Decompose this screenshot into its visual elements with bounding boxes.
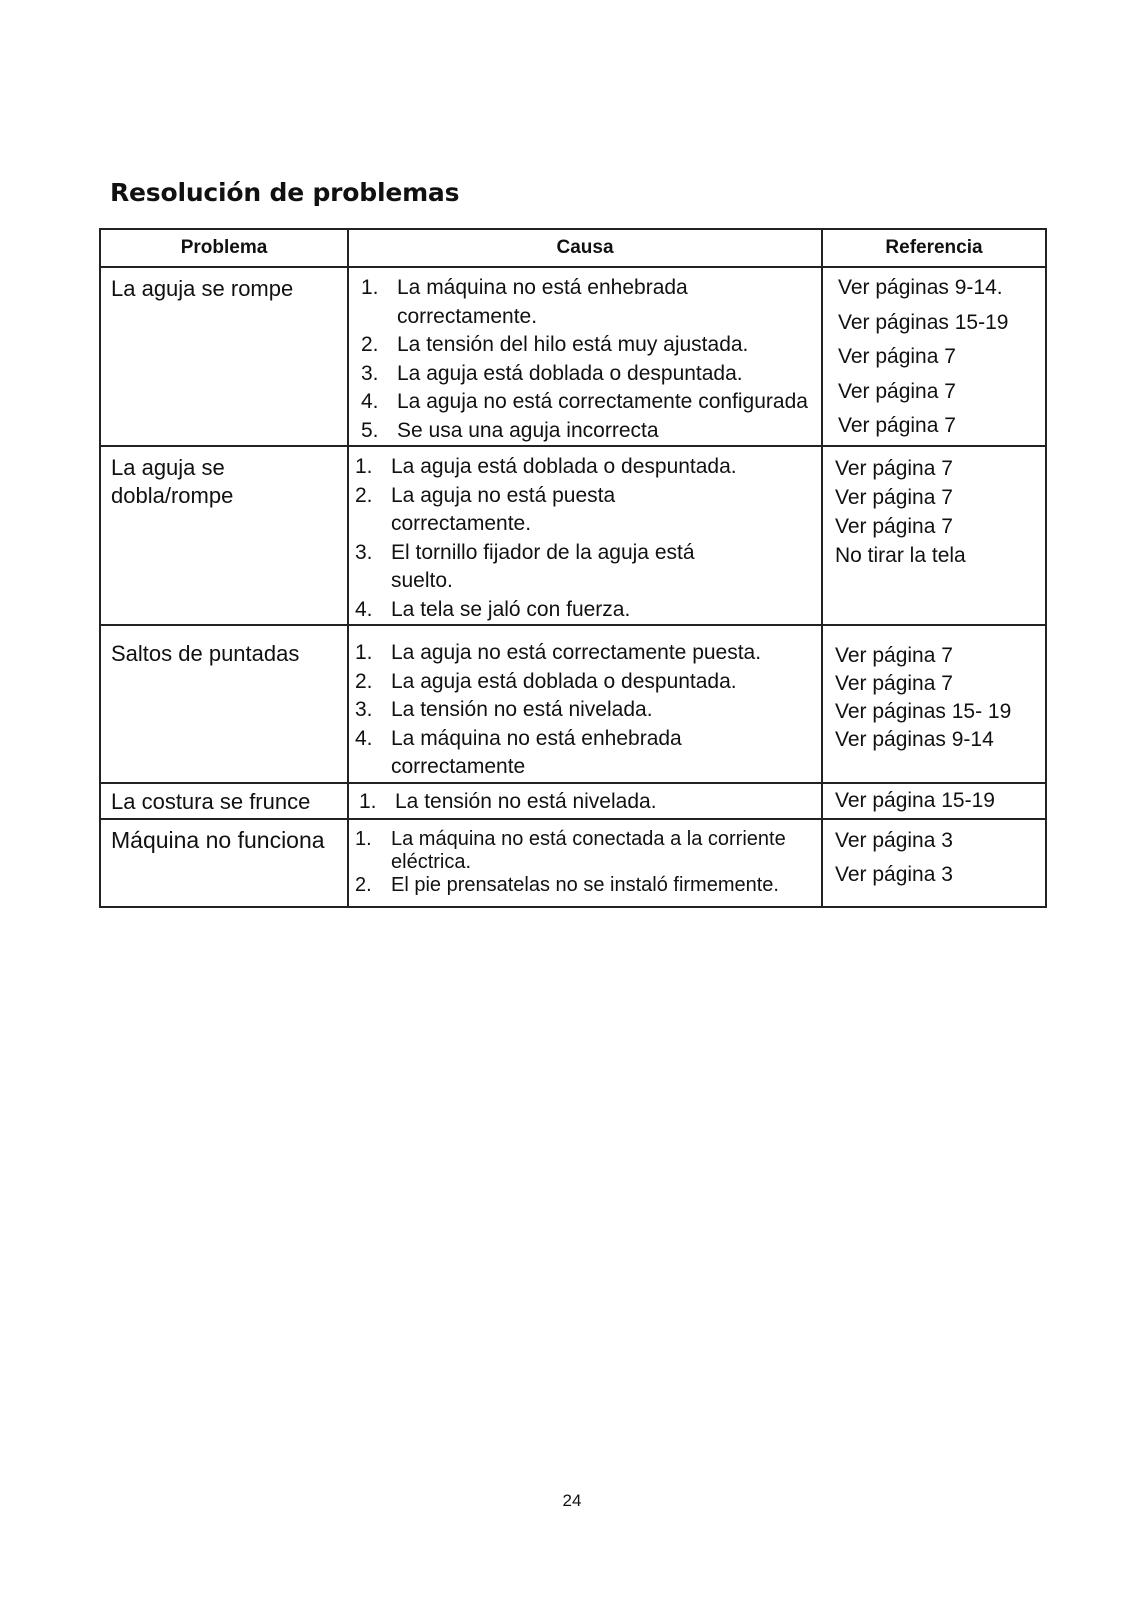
cause-number: 4. bbox=[361, 390, 379, 413]
cause-number: 2. bbox=[355, 669, 373, 693]
cause-text: La tensión no está nivelada. bbox=[395, 789, 657, 813]
reference-cell bbox=[822, 267, 1046, 446]
cause-text: La aguja no está puesta correctamente. bbox=[391, 483, 616, 535]
table-row bbox=[100, 625, 1046, 783]
cause-number: 1. bbox=[355, 455, 373, 478]
reference-item: Ver página 7 bbox=[835, 672, 953, 695]
reference-item: Ver página 3 bbox=[835, 828, 953, 852]
problem-cell: La aguja se rompe bbox=[100, 267, 348, 446]
troubleshooting-table bbox=[99, 228, 1047, 908]
cause-number: 4. bbox=[355, 726, 373, 750]
cause-item bbox=[355, 696, 821, 725]
cause-cell bbox=[348, 819, 822, 907]
reference-item: Ver página 7 bbox=[838, 345, 956, 368]
cause-text: La aguja está doblada o despuntada. bbox=[391, 455, 737, 478]
cause-item bbox=[355, 453, 821, 482]
cause-cell bbox=[348, 267, 822, 446]
cause-text: La tela se jaló con fuerza. bbox=[391, 597, 631, 621]
reference-item: Ver páginas 9-14. bbox=[838, 276, 1003, 299]
table-row bbox=[100, 267, 1046, 446]
reference-list bbox=[823, 447, 1045, 570]
cause-cell bbox=[348, 625, 822, 783]
cause-number: 2. bbox=[355, 873, 372, 896]
problem-cell: Saltos de puntadas bbox=[100, 625, 348, 783]
page-number: 24 bbox=[562, 1491, 582, 1510]
reference-list bbox=[823, 626, 1045, 754]
reference-cell bbox=[822, 819, 1046, 907]
table-row bbox=[100, 819, 1046, 907]
reference-item: Ver página 7 bbox=[835, 644, 953, 667]
reference-cell bbox=[822, 446, 1046, 625]
cause-item bbox=[355, 482, 821, 539]
cause-item bbox=[355, 828, 821, 874]
cause-list bbox=[349, 626, 821, 782]
cause-list bbox=[349, 820, 821, 897]
cause-list bbox=[349, 447, 821, 624]
reference-item: Ver páginas 9-14 bbox=[835, 728, 994, 751]
reference-item: Ver página 7 bbox=[838, 414, 956, 437]
cause-text: La máquina no está enhebrada correctamente bbox=[391, 726, 682, 778]
reference-cell bbox=[822, 783, 1046, 819]
cause-text: Se usa una aguja incorrecta bbox=[397, 418, 659, 442]
cause-item bbox=[355, 874, 821, 897]
cause-number: 2. bbox=[355, 483, 373, 507]
cause-number: 1. bbox=[355, 827, 372, 850]
cause-number: 1. bbox=[359, 789, 377, 813]
cause-item bbox=[361, 417, 821, 446]
cause-text: El pie prensatelas no se instaló firmemente. bbox=[391, 873, 779, 896]
cause-list bbox=[349, 268, 821, 445]
cause-list bbox=[349, 784, 821, 817]
reference-item: Ver página 7 bbox=[835, 486, 953, 509]
cause-text: La máquina no está enhebrada correctamente. bbox=[397, 276, 688, 328]
cause-number: 1. bbox=[355, 641, 373, 664]
cause-text: La tensión no está nivelada. bbox=[391, 698, 653, 721]
table-row bbox=[100, 783, 1046, 819]
page-title: Resolución de problemas bbox=[110, 178, 460, 207]
reference-cell bbox=[822, 625, 1046, 783]
cause-text: La aguja está doblada o despuntada. bbox=[397, 361, 743, 385]
cause-number: 3. bbox=[361, 361, 379, 385]
header-reference: Referencia bbox=[822, 229, 1046, 267]
cause-item bbox=[355, 668, 821, 697]
cause-number: 1. bbox=[361, 276, 379, 299]
header-cause: Causa bbox=[348, 229, 822, 267]
cause-item bbox=[355, 725, 821, 782]
reference-item: No tirar la tela bbox=[835, 544, 966, 567]
cause-item bbox=[361, 360, 821, 389]
problem-cell: Máquina no funciona bbox=[100, 819, 348, 907]
table-row bbox=[100, 446, 1046, 625]
cause-cell bbox=[348, 783, 822, 819]
cause-text: La aguja no está correctamente configurada bbox=[397, 390, 808, 413]
reference-item: Ver página 3 bbox=[835, 862, 953, 886]
cause-item bbox=[355, 596, 821, 625]
cause-number: 2. bbox=[361, 333, 379, 356]
reference-item: Ver página 15-19 bbox=[835, 788, 995, 812]
reference-list bbox=[823, 268, 1045, 444]
cause-item bbox=[361, 331, 821, 360]
problem-cell: La aguja se dobla/rompe bbox=[100, 446, 348, 625]
reference-list bbox=[823, 820, 1045, 892]
cause-item bbox=[361, 274, 821, 331]
reference-item: Ver página 7 bbox=[835, 515, 953, 538]
reference-item: Ver página 7 bbox=[838, 379, 956, 403]
cause-item bbox=[355, 639, 821, 668]
cause-number: 3. bbox=[355, 540, 373, 564]
cause-item bbox=[355, 539, 821, 596]
reference-item: Ver página 7 bbox=[835, 457, 953, 480]
reference-item: Ver páginas 15-19 bbox=[838, 310, 1009, 334]
cause-text: La tensión del hilo está muy ajustada. bbox=[397, 333, 749, 356]
cause-number: 5. bbox=[361, 418, 379, 442]
table-header-row bbox=[100, 229, 1046, 267]
cause-number: 4. bbox=[355, 597, 373, 621]
cause-text: El tornillo fijador de la aguja está suelto. bbox=[391, 540, 695, 592]
reference-item: Ver páginas 15- 19 bbox=[835, 700, 1012, 723]
cause-text: La aguja no está correctamente puesta. bbox=[391, 641, 762, 664]
reference-list bbox=[823, 784, 1045, 815]
cause-text: La máquina no está conectada a la corriente eléctrica. bbox=[391, 827, 786, 873]
cause-item bbox=[359, 788, 821, 817]
cause-number: 3. bbox=[355, 698, 373, 721]
cause-item bbox=[361, 388, 821, 417]
problem-cell: La costura se frunce bbox=[100, 783, 348, 819]
header-problem: Problema bbox=[100, 229, 348, 267]
cause-text: La aguja está doblada o despuntada. bbox=[391, 669, 737, 693]
cause-cell bbox=[348, 446, 822, 625]
